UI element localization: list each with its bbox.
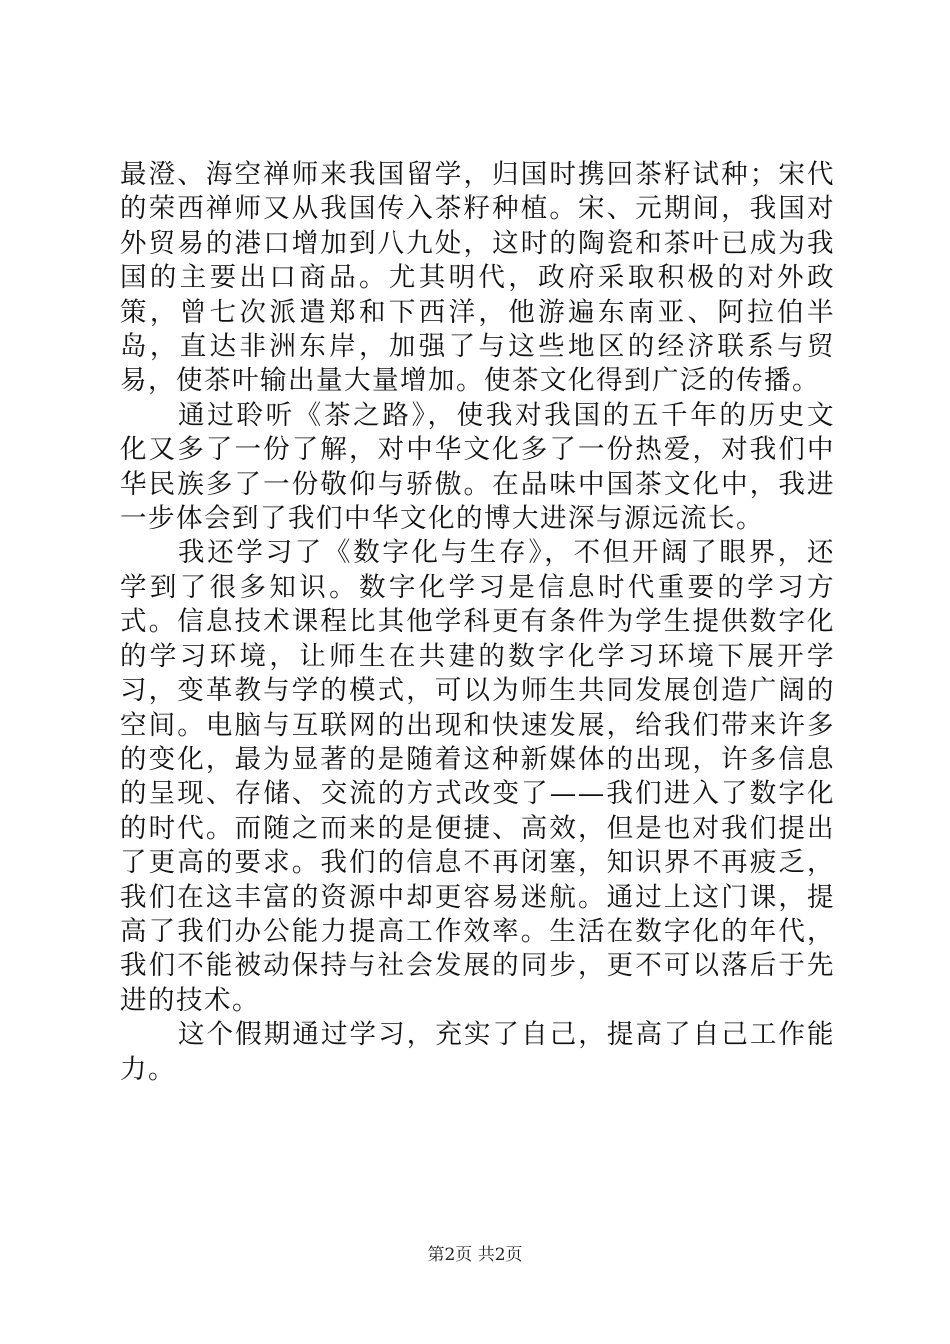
paragraph-continued: 最澄、海空禅师来我国留学，归国时携回茶籽试种；宋代的荣西禅师又从我国传入茶籽种植。宋、元期间，我国对外贸易的港口增加到八九处，这时的陶瓷和茶叶已成为我国的主要出口商品。尤其明代，政府采取积极的对外政策，曾七次派遣郑和下西洋，他游遍东南亚、阿拉伯半岛，直达非洲东岸，加强了与这些地区的经济联系与贸易，使茶叶输出量大量增加。使茶文化得到广泛的传播。 bbox=[120, 159, 835, 397]
paragraph-conclusion: 这个假期通过学习，充实了自己，提高了自己工作能力。 bbox=[120, 1019, 835, 1085]
page-number-footer: 第2页 共2页 bbox=[427, 1245, 523, 1265]
document-body bbox=[120, 158, 835, 1087]
paragraph-tea-road: 通过聆听《茶之路》，使我对我国的五千年的历史文化又多了一份了解，对中华文化多了一份热爱，对我们中华民族多了一份敬仰与骄傲。在品味中国茶文化中，我进一步体会到了我们中华文化的博大进深与源远流长。 bbox=[120, 399, 835, 535]
paragraph-digital-survival: 我还学习了《数字化与生存》，不但开阔了眼界，还学到了很多知识。数字化学习是信息时代重要的学习方式。信息技术课程比其他学科更有条件为学生提供数字化的学习环境，让师生在共建的数字化学习环境下展开学习，变革教与学的模式，可以为师生共同发展创造广阔的空间。电脑与互联网的出现和快速发展，给我们带来许多的变化，最为显著的是随着这种新媒体的出现，许多信息的呈现、存储、交流的方式改变了——我们进入了数字化的时代。而随之而来的是便捷、高效，但是也对我们提出了更高的要求。我们的信息不再闭塞，知识界不再疲乏，我们在这丰富的资源中却更容易迷航。通过上这门课，提高了我们办公能力提高工作效率。生活在数字化的年代，我们不能被动保持与社会发展的同步，更不可以落后于先进的技术。 bbox=[120, 537, 835, 1016]
